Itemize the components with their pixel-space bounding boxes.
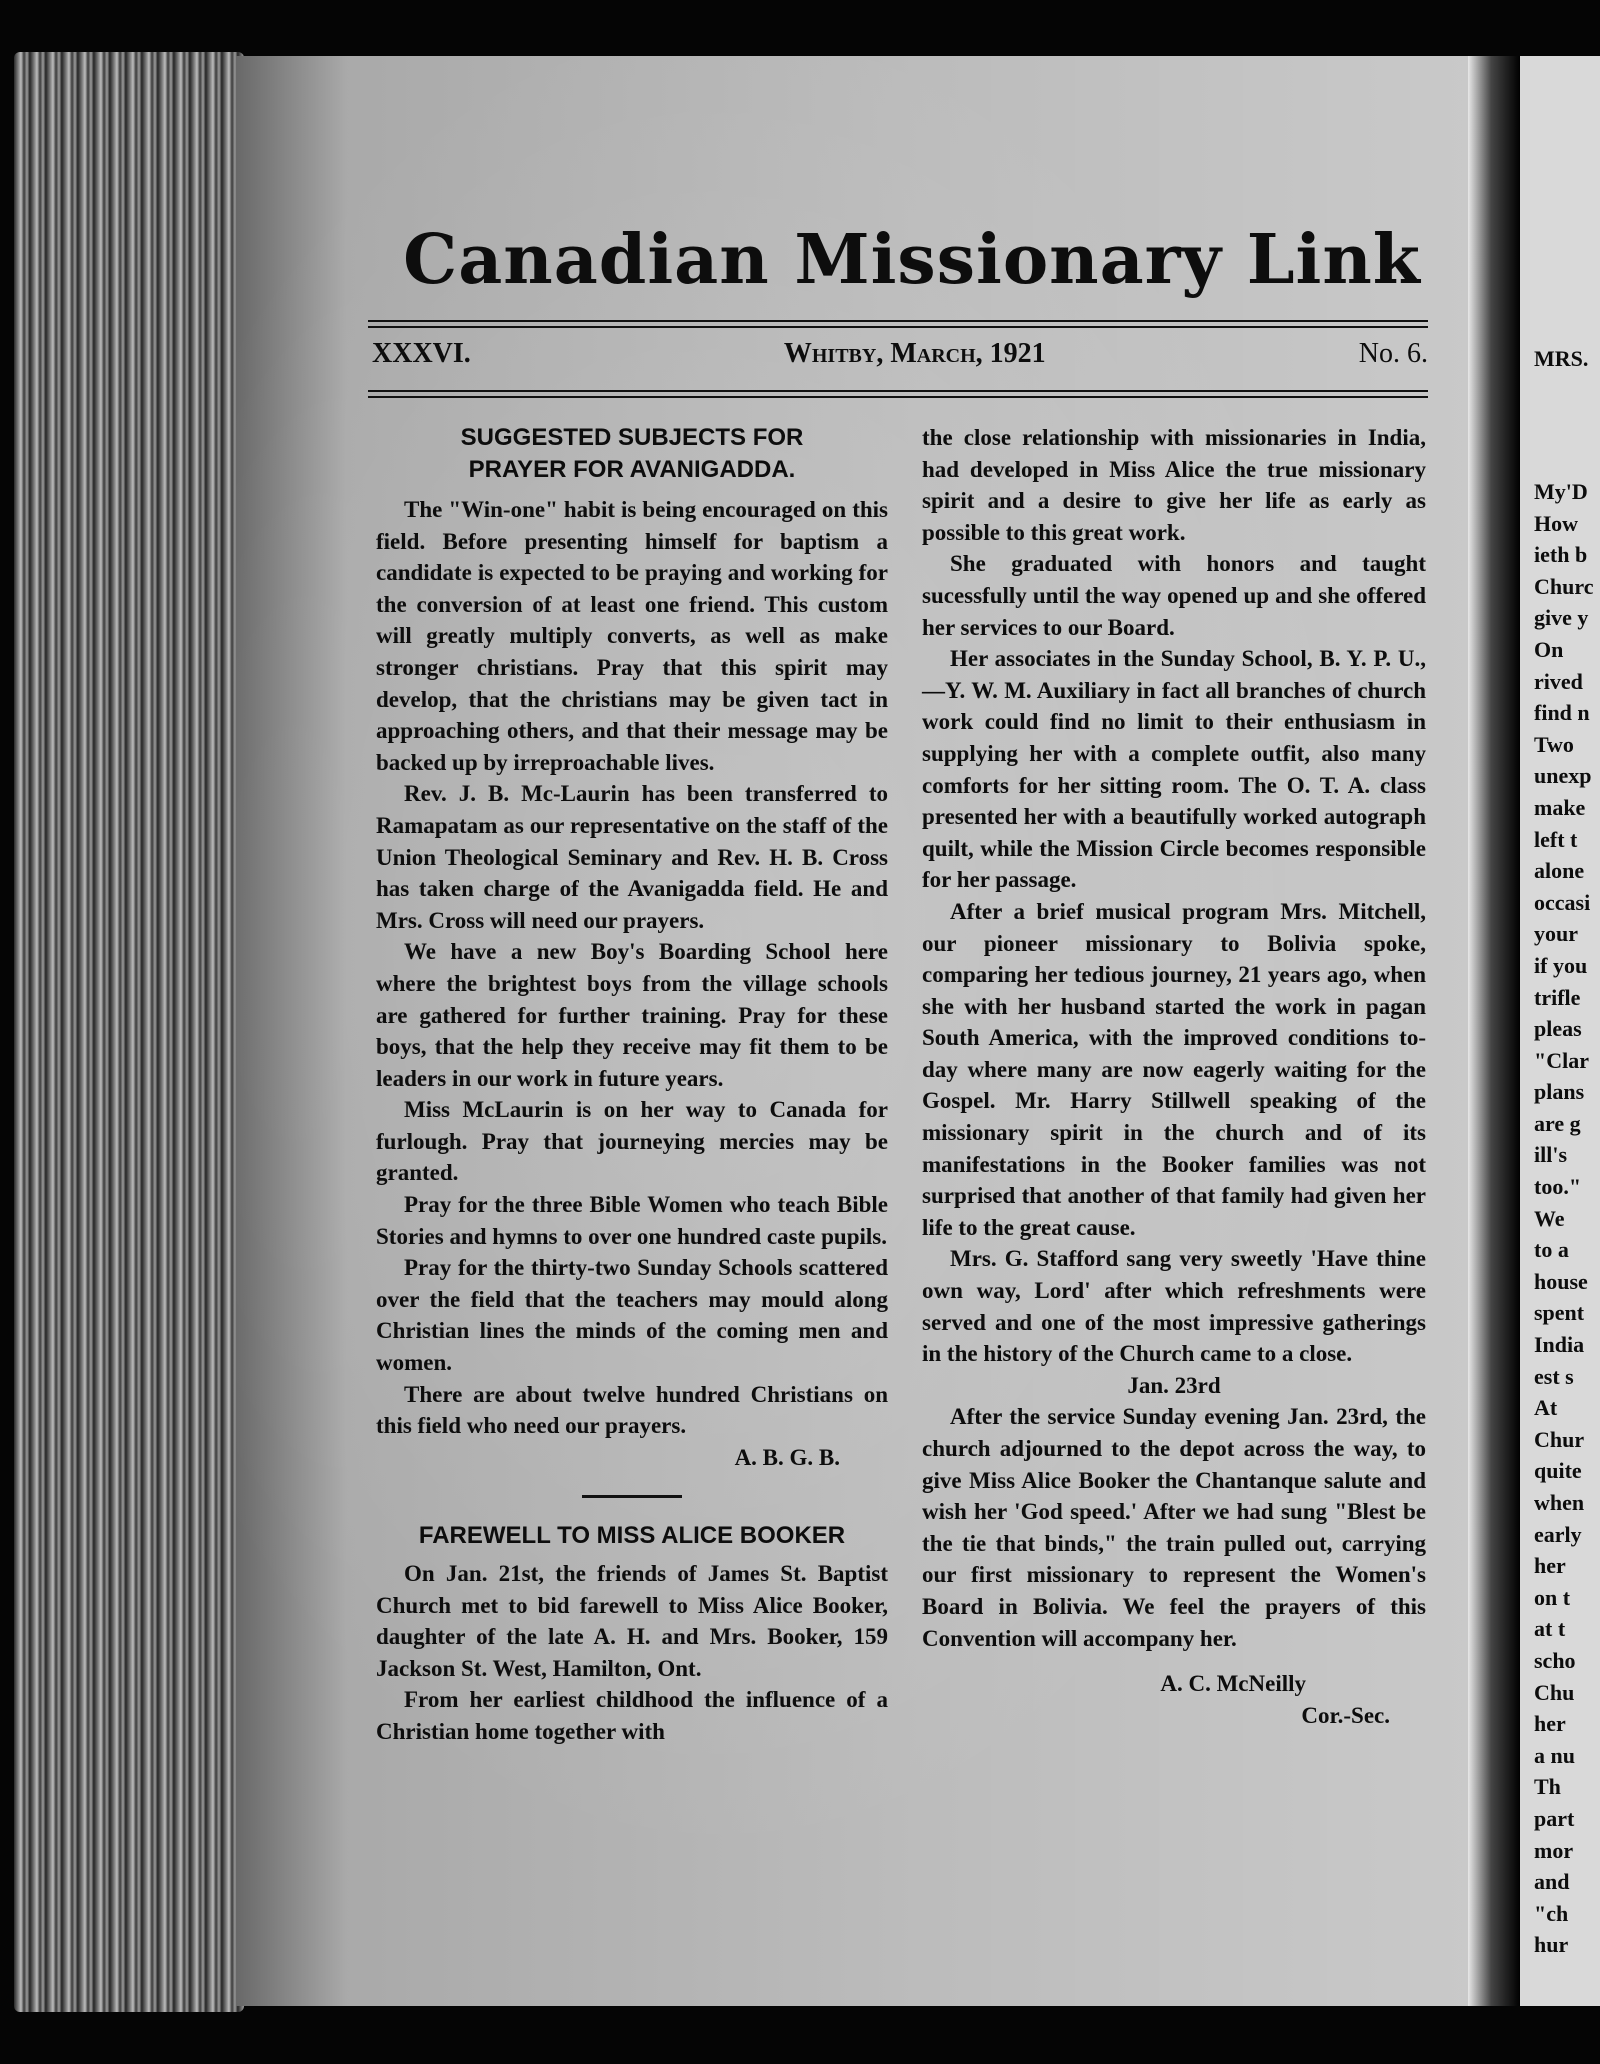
facing-page-line: at t [1534, 1616, 1566, 1642]
masthead-rule-top [368, 320, 1428, 322]
facing-page-line: Churc [1534, 573, 1594, 599]
facing-page-line: occasi [1534, 889, 1591, 915]
facing-page-line: mor [1534, 1837, 1574, 1863]
book-gutter [1468, 56, 1520, 2006]
paragraph: From her earliest childhood the influence of a Christian home together with [376, 1687, 888, 1744]
paragraph: Pray for the three Bible Women who teach Bible Stories and hymns to over one hundred caste pupils. [376, 1192, 888, 1249]
facing-page-line: On [1534, 636, 1564, 662]
prayer-heading-line-1: SUGGESTED SUBJECTS FOR [460, 424, 804, 451]
facing-page-line: her [1534, 1553, 1566, 1579]
facing-page-line: house [1534, 1268, 1588, 1294]
facing-page-text [1520, 476, 1594, 1961]
facing-page-line: unexp [1534, 763, 1592, 789]
facing-page-line: Chur [1534, 1426, 1585, 1452]
facing-page-line: Two [1534, 731, 1574, 757]
facing-page-line: India [1534, 1332, 1585, 1358]
facing-page-line: alone [1534, 858, 1585, 884]
facing-page-line: find n [1534, 700, 1590, 726]
paragraph: Miss McLaurin is on her way to Canada for furlough. Pray that journeying mercies may be granted. [376, 1097, 888, 1186]
facing-page-line: At [1534, 1395, 1558, 1421]
facing-page-line: "Clar [1534, 1047, 1589, 1073]
facing-page-line: are g [1534, 1110, 1581, 1136]
facing-page-line: "ch [1534, 1900, 1569, 1926]
paragraph: Rev. J. B. Mc-Laurin has been transferred to Ramapatam as our representative on the staff of the Union Theological Seminary and Rev. H. B. Cross has taken charge of the Avanigadda field. He and Mrs. Cross will need our prayers. [376, 781, 888, 933]
paragraph: We have a new Boy's Boarding School here where the brightest boys from the village schools are gathered for further training. Pray for these boys, that the help they receive may fit them to be leaders in our work in future years. [376, 939, 888, 1091]
facing-page-header: MRS. [1534, 346, 1589, 371]
farewell-article-heading: FAREWELL TO MISS ALICE BOOKER [418, 1522, 846, 1550]
facing-page-line: on t [1534, 1584, 1571, 1610]
date-subheading: Jan. 23rd [1127, 1372, 1221, 1398]
facing-page-line: your [1534, 921, 1578, 947]
paragraph: Her associates in the Sunday School, B. Y. P. U.,—Y. W. M. Auxiliary in fact all branches of church work could find no limit to their enthusiasm in supplying her with a complete outfit, also many comforts for her sitting room. The O. T. A. class presented her with a beautifully worked autograph quilt, while the Mission Circle becomes responsible for her passage. [922, 646, 1426, 893]
facing-page-line: give y [1534, 605, 1589, 631]
facing-page-line: hur [1534, 1932, 1569, 1958]
facing-page-line: too." [1534, 1174, 1582, 1200]
facing-page-line: to a [1534, 1237, 1569, 1263]
facing-page-line: scho [1534, 1647, 1576, 1673]
article-divider [582, 1495, 682, 1498]
facing-page-line: when [1534, 1490, 1585, 1515]
facing-page-line: How [1534, 510, 1578, 536]
facing-page-line: quite [1534, 1458, 1582, 1484]
article-signature: A. B. G. B. [734, 1444, 840, 1470]
issue-date: Whitby, March, 1921 [783, 338, 1046, 369]
masthead-title: Canadian Missionary Link [403, 220, 1421, 300]
magazine-page [236, 56, 1468, 2006]
facing-page-line: rived [1534, 668, 1583, 694]
facing-page-line: My'D [1534, 479, 1588, 504]
issue-number: No. 6. [1358, 338, 1428, 369]
paragraph: There are about twelve hundred Christians on this field who need our prayers. [376, 1381, 888, 1439]
facing-page-line: Chu [1534, 1679, 1575, 1705]
facing-page-line: make [1534, 794, 1586, 820]
facing-page-line: left t [1534, 826, 1578, 852]
facing-page-line: trifle [1534, 984, 1581, 1010]
paragraph: After the service Sunday evening Jan. 23rd, the church adjourned to the depot across the way, to give Miss Alice Booker the Chantanque salute and wish her 'God speed.' After we had sung "Blest be the tie that binds," the train pulled out, carrying our first missionary to represent the Women's Board in Bolivia. We feel the prayers of this Convention will accompany her. [922, 1404, 1426, 1651]
article-column-right [922, 422, 1426, 1731]
volume-number: XXXVI. [372, 338, 471, 369]
masthead-rule-bottom-2 [368, 396, 1428, 398]
prayer-article-heading [376, 422, 888, 486]
masthead-rule-bottom [368, 390, 1428, 392]
signature-name: A. C. McNeilly [1160, 1671, 1306, 1697]
facing-page-fragment [1520, 56, 1600, 2006]
paragraph: Mrs. G. Stafford sang very sweetly 'Have thine own way, Lord' after which refreshments were served and one of the most impressive gatherings in the history of the Church came to a close. [922, 1246, 1426, 1367]
paragraph: After a brief musical program Mrs. Mitchell, our pioneer missionary to Bolivia spoke, comparing her tedious journey, 21 years ago, when she with her husband started the work in pagan South America, with the improved conditions to-day where many are now eagerly waiting for the Gospel. Mr. Harry Stillwell speaking of the missionary spirit in the church and of its manifestations in the Booker families was not surprised that another of that family had given her life to the great cause. [922, 898, 1426, 1240]
masthead-rule-top-2 [368, 326, 1428, 328]
paragraph: the close relationship with missionaries in India, had developed in Miss Alice the true missionary spirit and a desire to give her life as early as possible to this great work. [922, 425, 1426, 545]
facing-page-line: part [1534, 1805, 1575, 1831]
facing-page-line: if you [1534, 952, 1588, 978]
facing-page-line: and [1534, 1869, 1570, 1895]
facing-page-line: plans [1534, 1079, 1585, 1105]
facing-page-line: ieth b [1534, 542, 1588, 568]
facing-page-line: her [1534, 1711, 1566, 1737]
facing-page-line: ill's [1534, 1142, 1568, 1168]
facing-page-line: spent [1534, 1300, 1585, 1326]
dateline-row [372, 338, 1428, 370]
article-column-left [376, 422, 888, 1748]
prayer-heading-line-2: PRAYER FOR AVANIGADDA. [468, 456, 796, 483]
facing-page-line: early [1534, 1521, 1582, 1547]
paragraph: The "Win-one" habit is being encouraged on this field. Before presenting himself for baptism a candidate is expected to be praying and working for the conversion of at least one friend. This custom will greatly multiply converts, as well as make stronger christians. Pray that this spirit may develop, that the christians may be given tact in approaching others, and that their message may be backed up by irreproachable lives. [376, 497, 888, 775]
facing-page-line: Th [1534, 1774, 1561, 1800]
paragraph: Pray for the thirty-two Sunday Schools scattered over the field that the teachers may mould along Christian lines the minds of the coming men and women. [376, 1255, 888, 1376]
facing-page-line: a nu [1534, 1742, 1575, 1768]
paragraph: She graduated with honors and taught sucessfully until the way opened up and she offered her services to our Board. [922, 551, 1426, 640]
facing-page-line: est s [1534, 1363, 1574, 1389]
facing-page-line: pleas [1534, 1016, 1582, 1042]
facing-page-line: We [1534, 1205, 1565, 1231]
signature-title: Cor.-Sec. [1301, 1702, 1390, 1728]
book-page-edges [14, 52, 244, 2012]
paragraph: On Jan. 21st, the friends of James St. Baptist Church met to bid farewell to Miss Alice Booker, daughter of the late A. H. and Mrs. Booker, 159 Jackson St. West, Hamilton, Ont. [376, 1561, 888, 1681]
